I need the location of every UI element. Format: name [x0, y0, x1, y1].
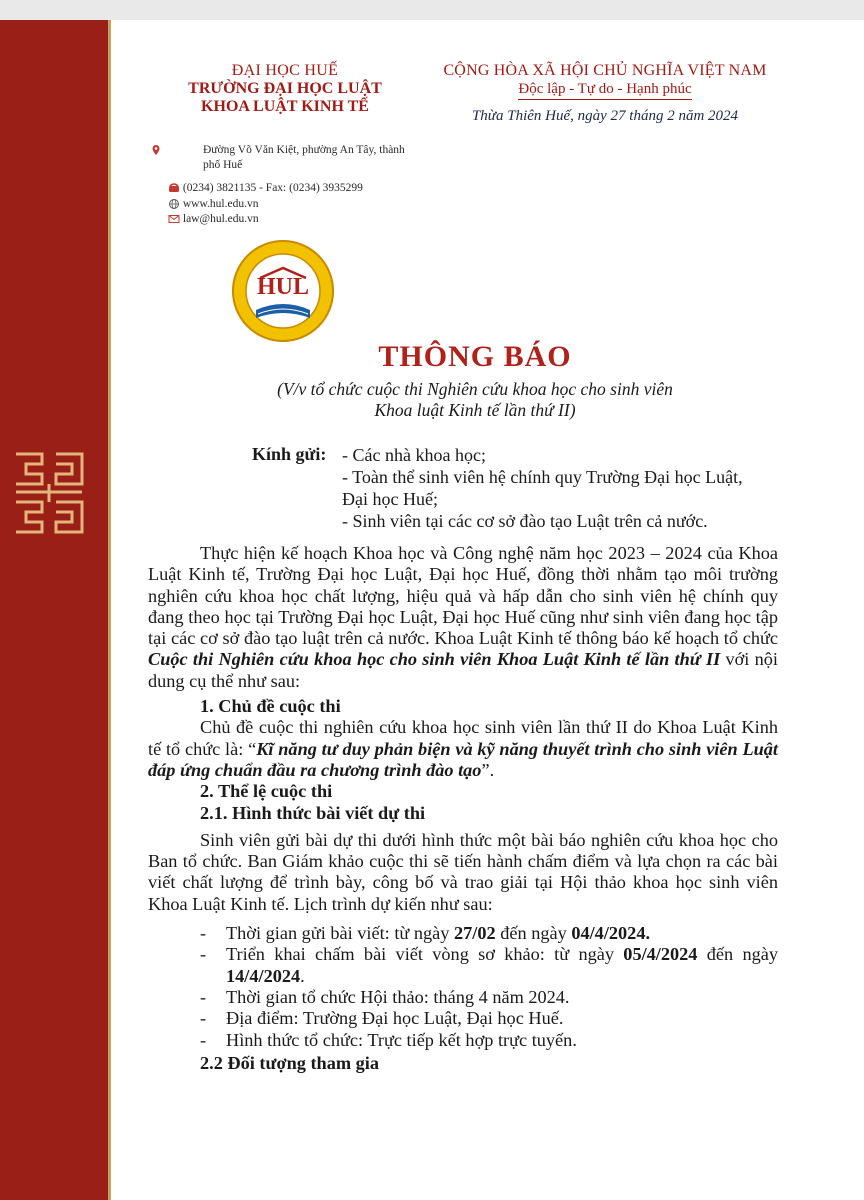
globe-icon — [168, 198, 180, 210]
document-body — [148, 543, 778, 1074]
decorative-band-edge — [108, 20, 111, 1200]
date-value: 27/02 — [454, 923, 496, 944]
intro-paragraph — [148, 543, 778, 692]
website-link[interactable]: www.hul.edu.vn — [182, 198, 259, 210]
email-row — [168, 212, 259, 227]
address-row — [150, 143, 440, 171]
faculty-name: KHOA LUẬT KINH TẾ — [201, 98, 369, 115]
issuer-header — [140, 62, 430, 116]
section-1-paragraph — [148, 717, 778, 781]
recipients-label: Kính gửi: — [252, 444, 327, 464]
contest-topic: Kĩ năng tư duy phản biện và kỹ năng thuyết trình cho sinh viên Luật đáp ứng chuẩn đầu ra chương trình đào tạo — [148, 738, 779, 780]
date-value: 04/4/2024. — [571, 923, 651, 944]
website-row — [168, 197, 258, 212]
fretwork-motif-icon — [12, 448, 86, 538]
university-name: ĐẠI HỌC HUẾ — [231, 62, 339, 79]
topic-end: ”. — [481, 759, 495, 780]
list-item: - Hình thức tổ chức: Trực tiếp kết hợp trực tuyến. — [148, 1030, 778, 1051]
email-link[interactable]: law@hul.edu.vn — [182, 213, 259, 225]
section-2-2-heading: 2.2 Đối tượng tham gia — [200, 1052, 380, 1073]
section-2-1-heading: 2.1. Hình thức bài viết dự thi — [200, 802, 426, 823]
phone-row — [168, 181, 363, 196]
subject-line-2: Khoa luật Kinh tế lần thứ II) — [374, 400, 576, 420]
university-logo-icon — [230, 238, 336, 344]
contest-name: Cuộc thi Nghiên cứu khoa học cho sinh viên Khoa Luật Kinh tế lần thứ II — [148, 649, 721, 670]
list-item: - Địa điểm: Trường Đại học Luật, Đại học Huế. — [148, 1008, 778, 1029]
section-1-heading: 1. Chủ đề cuộc thi — [200, 696, 341, 717]
topic-intro: Chủ đề cuộc thi nghiên cứu khoa học sinh viên lần thứ II do Khoa Luật Kinh tế tổ chức là: “ — [148, 717, 778, 759]
item-text: Thời gian gửi bài viết: từ ngày — [226, 923, 454, 944]
envelope-icon — [168, 213, 180, 225]
address-text: Đường Võ Văn Kiệt, phường An Tây, thành phố Huế — [203, 144, 405, 171]
schedule-list — [148, 923, 778, 1051]
document-subject — [140, 379, 810, 421]
logo-monogram: HUL — [256, 274, 310, 300]
national-motto: Độc lập - Tự do - Hạnh phúc — [518, 81, 691, 100]
document-date: Thừa Thiên Huế, ngày 27 tháng 2 năm 2024 — [471, 108, 739, 124]
recipients-list — [342, 444, 772, 532]
recipient-item: - Toàn thể sinh viên hệ chính quy Trường Đại học Luật, Đại học Huế; — [342, 467, 743, 509]
decorative-left-band — [0, 20, 108, 1200]
item-text: đến ngày — [697, 944, 778, 965]
intro-text-end: với nội dung cụ thể như sau: — [148, 649, 778, 691]
recipient-item: - Sinh viên tại các cơ sở đào tạo Luật trên cả nước. — [342, 511, 708, 531]
date-value: 05/4/2024 — [623, 944, 698, 965]
item-text: . — [300, 965, 305, 986]
item-text: Triển khai chấm bài viết vòng sơ khảo: từ ngày — [226, 944, 624, 965]
location-pin-icon — [150, 144, 162, 156]
list-item — [148, 923, 778, 944]
item-text: đến ngày — [495, 923, 572, 944]
document-title: THÔNG BÁO — [378, 340, 572, 373]
national-header — [420, 62, 790, 125]
subject-line-1: (V/v tổ chức cuộc thi Nghiên cứu khoa học cho sinh viên — [277, 379, 673, 399]
list-item — [148, 944, 778, 987]
school-name: TRƯỜNG ĐẠI HỌC LUẬT — [188, 80, 382, 97]
section-2-1-paragraph: Sinh viên gửi bài dự thi dưới hình thức một bài báo nghiên cứu khoa học cho Ban tổ chức. Ban Giám khảo cuộc thi sẽ tiến hành chấm điểm và lựa chọn ra các bài viết chất lượng để trình bày, công bố và trao giải tại Hội thảo khoa học sinh viên Khoa Luật Kinh tế. Lịch trình dự kiến như sau: — [148, 829, 778, 914]
country-name: CỘNG HÒA XÃ HỘI CHỦ NGHĨA VIỆT NAM — [443, 62, 767, 79]
list-item: - Thời gian tổ chức Hội thảo: tháng 4 năm 2024. — [148, 987, 778, 1008]
phone-icon — [168, 182, 180, 194]
top-strip — [0, 0, 864, 20]
recipient-item: - Các nhà khoa học; — [342, 445, 486, 465]
date-value: 14/4/2024 — [226, 965, 301, 986]
section-2-heading: 2. Thể lệ cuộc thi — [200, 781, 333, 802]
intro-text: Thực hiện kế hoạch Khoa học và Công nghệ năm học 2023 – 2024 của Khoa Luật Kinh tế, Trường Đại học Luật, Đại học Huế, đồng thời nhằm tạo môi trường nghiên cứu khoa học chất lượng, hiệu quả và hấp dẫn cho sinh viên hệ chính quy đang theo học tại Trường Đại học Luật, Đại học Huế cũng như sinh viên đang học tập tại các cơ sở đào tạo luật trên cả nước. Khoa Luật Kinh tế thông báo kế hoạch tổ chức — [148, 543, 778, 649]
phone-fax-text: (0234) 3821135 - Fax: (0234) 3935299 — [182, 182, 363, 194]
